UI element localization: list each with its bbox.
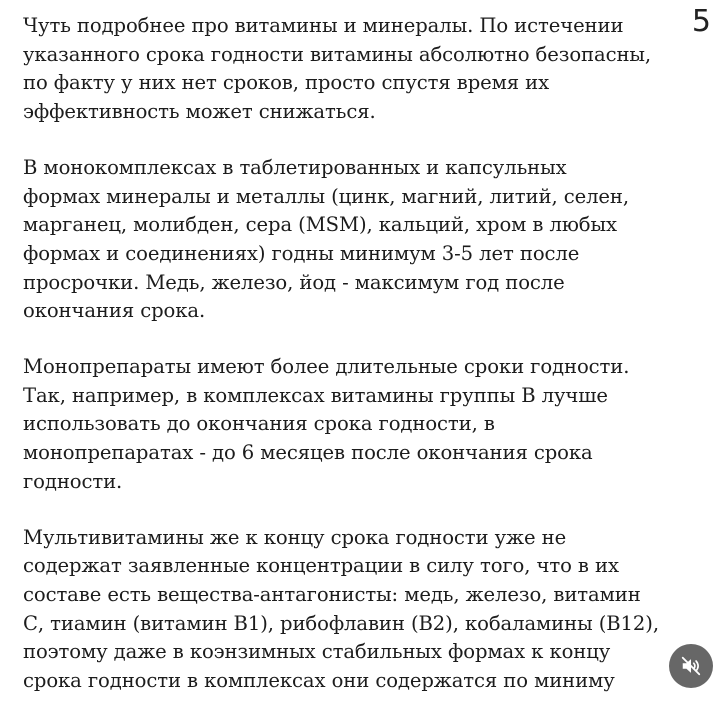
text-line: содержат заявленные концентрации в силу того, что в их	[23, 554, 619, 578]
text-line: С, тиамин (витамин В1), рибофлавин (В2), кобаламины (В12),	[23, 611, 659, 635]
page-number: 5	[691, 4, 711, 39]
text-line: Так, например, в комплексах витамины группы В лучше	[23, 383, 608, 407]
text-line: срока годности в комплексах они содержатся по миниму	[23, 669, 615, 693]
text-line: составе есть вещества-антагонисты: медь, железо, витамин	[23, 582, 641, 606]
text-line: просрочки. Медь, железо, йод - максимум год после	[23, 270, 565, 294]
text-line: окончания срока.	[23, 299, 206, 323]
article-body	[23, 12, 713, 723]
text-line: Чуть подробнее про витамины и минералы. По истечении	[23, 14, 624, 37]
paragraph	[23, 12, 713, 127]
text-line: формах минералы и металлы (цинк, магний, литий, селен,	[23, 184, 629, 208]
text-line: эффективность может снижаться.	[23, 100, 376, 124]
text-line: формах и соединениях) годны минимум 3-5 лет после	[23, 241, 580, 265]
text-line: использовать до окончания срока годности, в	[23, 412, 495, 436]
mute-button[interactable]	[669, 644, 713, 688]
speaker-muted-icon	[680, 655, 702, 677]
text-line: В монокомплексах в таблетированных и капсульных	[23, 155, 567, 179]
paragraph	[23, 524, 713, 696]
text-line: Мультивитамины же к концу срока годности уже не	[23, 525, 567, 549]
paragraph	[23, 353, 713, 497]
text-line: марганец, молибден, сера (MSM), кальций, хром в любых	[23, 213, 617, 237]
text-line: монопрепаратах - до 6 месяцев после окончания срока	[23, 441, 593, 465]
text-line: по факту у них нет сроков, просто спустя время их	[23, 71, 550, 95]
text-line: указанного срока годности витамины абсолютно безопасны,	[23, 42, 652, 66]
text-line: поэтому даже в коэнзимных стабильных формах к концу	[23, 640, 611, 664]
paragraph	[23, 154, 713, 326]
text-line: Монопрепараты имеют более длительные сроки годности.	[23, 355, 630, 379]
text-line: годности.	[23, 469, 123, 493]
